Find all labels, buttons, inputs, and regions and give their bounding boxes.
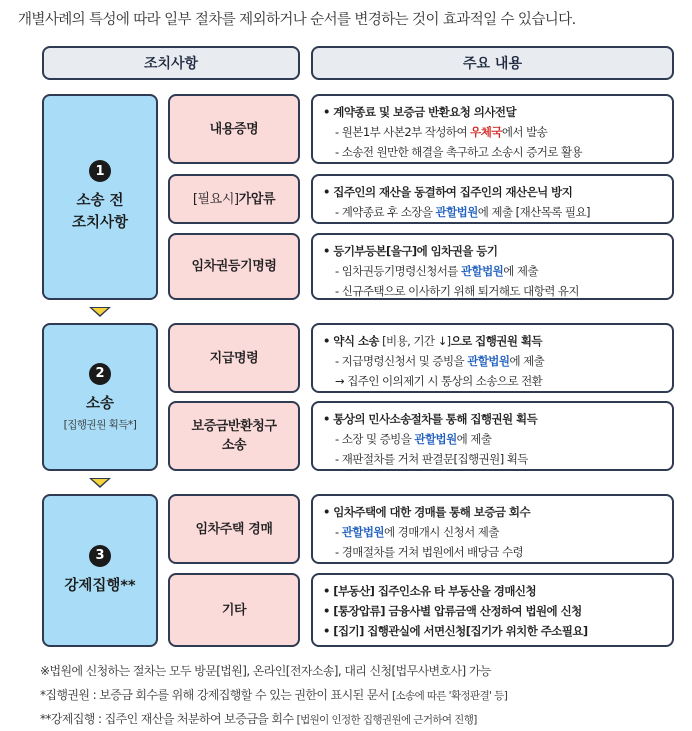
sub-text: 경매절차를 거쳐 법원에서 배당금 수령: [341, 545, 524, 559]
sub-item: [323, 522, 664, 542]
highlight-court: 관할법원: [341, 525, 384, 539]
sub-item: [323, 261, 664, 281]
bullet-keyword: [부동산]: [333, 584, 375, 598]
bullet-heading: [323, 331, 664, 351]
action-label-text: 내용증명: [209, 121, 259, 137]
heading-text-end: 으로 집행권원 획득: [450, 334, 542, 348]
highlight-court: 관할법원: [435, 205, 478, 219]
action-house-auction: [168, 494, 300, 564]
action-label-text: 지급명령: [209, 350, 259, 366]
bullet-heading: [323, 502, 664, 522]
sub-text: 계약종료 후 소장을: [341, 205, 436, 219]
content-lease-registration-order: [311, 233, 674, 300]
sub-item: [323, 281, 664, 301]
sub-item: [323, 202, 664, 222]
step-number-badge: 3: [89, 545, 111, 567]
stage-title: 소송: [85, 395, 114, 412]
sub-text: 임차권등기명령신청서를: [341, 264, 461, 278]
bullet-keyword: [집기]: [333, 624, 364, 638]
sub-item: [323, 542, 664, 562]
sub-text: 에 제출: [503, 264, 539, 278]
heading-note: [비용, 기간 ↓]: [378, 334, 451, 348]
step-number-badge: 1: [89, 160, 111, 182]
sub-item: [323, 142, 664, 162]
heading-text: 등기부등본[을구]에 임차권을 등기: [333, 244, 498, 258]
sub-text: 소송전 원만한 해결을 촉구하고 소송시 증거로 활용: [341, 145, 583, 159]
content-provisional-attachment: [311, 174, 674, 224]
highlight-post-office: 우체국: [470, 125, 502, 139]
sub-text: 신규주택으로 이사하기 위해 퇴거해도 대항력 유지: [341, 284, 579, 298]
action-label: [222, 601, 246, 620]
heading-text: 약식 소송: [333, 334, 379, 348]
bullet-item: [323, 601, 664, 621]
action-label-text: 기타: [221, 602, 247, 618]
action-label: [193, 190, 275, 209]
sub-item: [323, 122, 664, 142]
heading-text: 집주인의 재산을 동결하여 집주인의 재산은닉 방지: [333, 185, 573, 199]
down-arrow-icon: [89, 478, 111, 488]
sub-text: 원본1부 사본2부 작성하여: [341, 125, 471, 139]
heading-text: 통상의 민사소송절차를 통해 집행권원 획득: [333, 412, 538, 426]
action-label: [191, 417, 276, 455]
header-measures: 조치사항: [42, 46, 300, 80]
action-content-certification: [168, 94, 300, 164]
content-content-certification: [311, 94, 674, 164]
content-deposit-return-lawsuit: [311, 401, 674, 471]
stage-title: 강제집행**: [64, 577, 136, 594]
sub-text: 소장 및 증빙을: [341, 432, 415, 446]
action-payment-order: [168, 323, 300, 393]
action-label-text: 임차권등기명령: [191, 259, 277, 274]
action-label-prefix: [필요시]: [192, 191, 239, 207]
intro-text: 개별사례의 특성에 따라 일부 절차를 제외하거나 순서를 변경하는 것이 효과적일 수 있습니다.: [18, 12, 576, 28]
sub-text: 지급명령신청서 및 증빙을: [341, 354, 468, 368]
action-label: [210, 120, 259, 139]
sub-text: 에 경매개시 신청서 제출: [383, 525, 499, 539]
bullet-text: 집행관실에 서면신청[집기가 위치한 주소필요]: [363, 624, 588, 638]
footnote-compulsory-execution: **강제집행 : 집주인 재산을 처분하여 보증금을 회수 [법원이 인정한 집행권원에 근거하여 진행]: [40, 712, 477, 726]
stage-title: 소송 전 조치사항: [71, 193, 129, 231]
sub-text: 에 제출 [재산목록 필요]: [477, 205, 590, 219]
bullet-heading: [323, 182, 664, 202]
action-lease-registration-order: [168, 233, 300, 300]
sub-text: 에 제출: [509, 354, 545, 368]
heading-text: 임차주택에 대한 경매를 통해 보증금 회수: [333, 505, 531, 519]
footnote-online: ※법원에 신청하는 절차는 모두 방문[법원], 온라인[전자소송], 대리 신청[법무사변호사] 가능: [40, 664, 491, 678]
down-arrow-icon: [89, 307, 111, 317]
bullet-item: [323, 581, 664, 601]
header-contents: 주요 내용: [311, 46, 674, 80]
content-payment-order: [311, 323, 674, 393]
stage-enforcement: [42, 494, 158, 647]
action-label-text: 보증금반환청구 소송: [191, 419, 277, 453]
sub-text: 재판절차를 거쳐 판결문[집행권원] 획득: [341, 452, 528, 466]
sub-item: [323, 351, 664, 371]
footnote-title-of-execution: *집행권원 : 보증금 회수를 위해 강제집행할 수 있는 권한이 표시된 문서 [소송에 따른 '확정판결' 등]: [40, 688, 508, 702]
highlight-court: 관할법원: [467, 354, 510, 368]
sub-item: [323, 429, 664, 449]
sub-text: 에 제출: [456, 432, 492, 446]
bullet-item: [323, 621, 664, 641]
bullet-keyword: [통장압류]: [333, 604, 385, 618]
stage-pre-lawsuit: [42, 94, 158, 300]
stage-subtitle: [집행권원 획득*]: [63, 418, 137, 431]
bullet-text: 집주인소유 타 부동산을 경매신청: [374, 584, 536, 598]
bullet-heading: [323, 409, 664, 429]
bullet-text: 금융사별 압류금액 산정하여 법원에 신청: [384, 604, 582, 618]
action-label: [210, 349, 259, 368]
arrow-note: → 집주인 이의제기 시 통상의 소송으로 전환: [323, 371, 664, 391]
heading-text: 계약종료 및 보증금 반환요청 의사전달: [333, 105, 517, 119]
action-provisional-attachment: [168, 174, 300, 224]
sub-item: [323, 449, 664, 469]
action-label-text: 임차주택 경매: [195, 521, 273, 537]
sub-text: 에서 발송: [501, 125, 548, 139]
highlight-court: 관할법원: [414, 432, 457, 446]
stage-lawsuit: [42, 323, 158, 471]
bullet-heading: [323, 241, 664, 261]
bullet-heading: [323, 102, 664, 122]
step-number-badge: 2: [89, 363, 111, 385]
content-house-auction: [311, 494, 674, 564]
action-deposit-return-lawsuit: [168, 401, 300, 471]
action-label-text: 가압류: [238, 191, 276, 207]
highlight-court: 관할법원: [460, 264, 504, 278]
content-others: [311, 573, 674, 647]
action-others: [168, 573, 300, 647]
action-label: [191, 257, 276, 276]
action-label: [195, 520, 272, 539]
